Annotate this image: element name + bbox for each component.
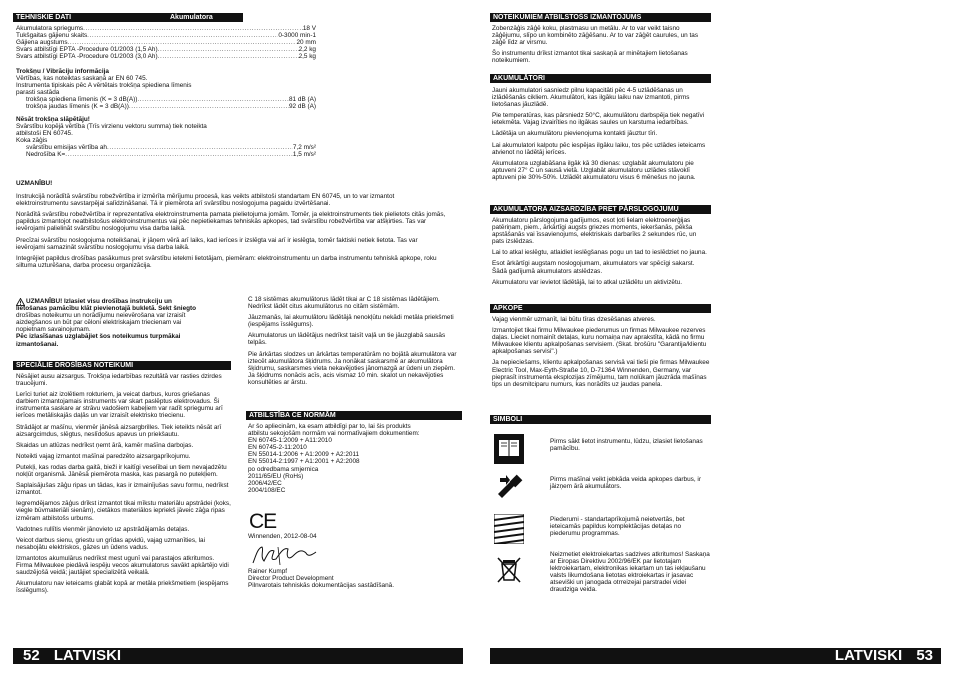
overload-title: AKUMULATORA AIZSARDZĪBA PRET PĀRSLOGOJUMU bbox=[493, 206, 679, 213]
page-number-left: 52 bbox=[23, 647, 40, 664]
battery-paragraph: Jauni akumulatori sasniedz pilnu kapacitāti pēc 4-5 uzlādēšanas un izlādēšanās cikliem. Akumulātori, kas ilgāku laiku nav izmantoti, pirms lietošanas jāuzlādē. bbox=[492, 87, 690, 109]
dot-leader bbox=[137, 96, 289, 103]
battery-paragraph: Pie temperatūras, kas pārsniedz 50°C, akumulātoru darbspēja tiek negatīvi ietekmēta. Vajag izvairīties no ilgākas saules un karstuma iedarbības. bbox=[492, 112, 705, 127]
warning-triangle-icon bbox=[16, 298, 25, 306]
symbol-row bbox=[490, 547, 710, 611]
warning-line: nopietnam savainojumam. bbox=[16, 326, 91, 334]
maintenance-section bbox=[492, 316, 710, 392]
overload-paragraph: Esot ārkārtīgi augstam noslogojumam, akumulators var spēcīgi sakarst. Šādā gadījumā akumulators atslēdzas. bbox=[492, 260, 695, 275]
noise-line: Instrumenta tipiskais pēc A vērtētais trokšņa spiediena līmenis bbox=[16, 82, 192, 90]
ce-line: EN 60745-2-11:2010 bbox=[248, 444, 307, 452]
symbol-text: Pirms sākt lietot instrumentu, lūdzu, izlasiet lietošanas pamācību. bbox=[550, 438, 703, 453]
safety-paragraph: Saplaisājušas zāģu ripas un tādas, kas ir izmainījušas savu formu, nedrīkst izmantot. bbox=[16, 482, 229, 497]
usage-paragraph: Zobenzāģis zāģē koku, plastmasu un metālu. Ar to var veikt taisno zāģējumu, slīpo un kombinēto zāģēšanu. Ar to var zāģēt caurules, un tas zāģē līdz ar virsmu. bbox=[492, 25, 699, 47]
battery-paragraph: Akumulatora uzglabāšana ilgāk kā 30 dienas: uzglabāt akumulatoru pie aptuveni 27° C un sausā vietā. Uzglabāt akumulatoru uzlādes stāvoklī aptuveni pie 30%-50%. Uzlādēt akumulatoru visus 6 mēnešus no jauna. bbox=[492, 159, 696, 181]
special-safety-header bbox=[13, 361, 231, 370]
ce-line: EN 55014-2:1997 + A1:2001 + A2:2008 bbox=[248, 458, 360, 466]
attention-paragraph: Norādītā svārstību robežvērtība ir reprezentatīva elektroinstrumenta pamata pielietojuma jomām. Tomēr, ja elektroinstruments tiek pielietots citās jomās, papildus izmantojot neatbilstošus elektroinstrumentus vai pēc nepietiekamas tehniskās apkopes, tad svārstību robežvērtība var atšķirties. Tas var ievērojami palielināt svārstību noslogojumu visa darba laikā. bbox=[16, 211, 446, 233]
dot-leader bbox=[65, 151, 293, 158]
symbols-title: SIMBOLI bbox=[493, 416, 523, 423]
maintenance-paragraph: Izmantojiet tikai firmu Milwaukee piederumus un firmas Milwaukee rezerves daļas. Lieciet nomainīt detaļas, kuru nomaiņa nav aprakstīta, kādā no firmu Milwaukee klientu apkalpošanas servisiem. (Skat. brošūru "Garantija/klientu apkalpošanas servisi".) bbox=[492, 327, 707, 356]
symbol-row bbox=[490, 430, 703, 470]
spec-label: Nedrošība K= bbox=[26, 151, 66, 159]
spec-row bbox=[16, 53, 316, 60]
maintenance-paragraph: Vajag vienmēr uzmanīt, lai būtu tīras dzesēšanas atveres. bbox=[492, 316, 656, 323]
safety-paragraph: Iegremdējamos zāģus drīkst izmantot tikai mīkstu materiālu apstrādei (koks, viegle būvmateriāli sienām), cietākos materiālos iepriekš jāveic zāģa ripas izmēram atbilstošs urbums. bbox=[16, 500, 231, 522]
maintenance-title: APKOPE bbox=[493, 305, 523, 312]
spec-row bbox=[16, 25, 316, 32]
noise-values bbox=[16, 96, 316, 110]
manual-icon bbox=[494, 434, 524, 464]
attention-paragraph: Precīzai svārstību noslogojuma noteikšanai, ir jāņem vērā arī laiks, kad ierīces ir izslēgta vai arī ir ieslēgta, tomēr faktiski netiek lietota. Tas var ievērojami samazināt svārstību noslogojumu visa darba laikā. bbox=[16, 236, 418, 251]
attention-paragraph: Instrukcijā norādītā svārstību robežvērtība ir izmērīta mērījumu procesā, kas veikts atbilstoši standartam EN 60745, un to var izmantot elektroinstrumentu savstarpējai salīdzināšanai. Tā ir piemērota arī svārstību noslogojuma pagaidu izvērtēšanai. bbox=[16, 193, 395, 208]
ce-line: 2011/65/EU (RoHs) bbox=[248, 472, 304, 480]
spec-label: svārstību emisijas vērtība ah bbox=[26, 143, 107, 151]
dot-leader bbox=[107, 144, 293, 151]
spec-row bbox=[16, 46, 316, 53]
accessory-icon bbox=[494, 514, 524, 544]
warning-line: izmantošanai. bbox=[16, 340, 59, 348]
noise-line: Vērtības, kas noteiktas saskaņā ar EN 60 745. bbox=[16, 75, 148, 83]
tech-data-subtitle: Akumulatora virzuļzāģis bbox=[170, 14, 213, 30]
battery-safety-paragraph: Jāuzmanās, lai akumulātoru lādētājā nenokļūtu nekādi metāla priekšmeti (iespējams īsslēgums). bbox=[248, 314, 454, 329]
noise-title: Trokšņu / Vibrāciju informācija bbox=[16, 68, 109, 75]
batteries-section bbox=[492, 87, 710, 185]
noise-line: parasti sastāda bbox=[16, 89, 60, 97]
safety-paragraph: Akumulatoru nav ieteicams glabāt kopā ar metāla priekšmetiem (iespējams īsslēgums). bbox=[16, 580, 229, 595]
signer-note: Pilnvarotais tehniskās dokumentācijas sastādīšanā. bbox=[248, 582, 394, 590]
spec-value: 18 V bbox=[302, 25, 316, 32]
warning-block bbox=[16, 298, 234, 348]
usage-header bbox=[490, 13, 711, 22]
battery-safety-paragraph: Pie ārkārtas slodzes un ārkārtas temperatūrām no bojātā akumulātora var iztecēt akumulātora šķidrums. Ja nonākat saskarsmē ar akumulātora šķidrumu, saskarsmes vieta nekavējoties jānomazgā ar ūdeni un ziepēm. Ja šķidrums nonācis acīs, acis vismaz 10 min. skalot un nekavējoties konsultēties ar ārstu. bbox=[248, 350, 457, 386]
usage-section bbox=[492, 25, 710, 68]
spec-row bbox=[16, 151, 316, 158]
battery-safety-paragraph: Akumulatorus un lādētājus nedrīkst taisīt vaļā un tie jāuzglabā sausās telpās. bbox=[248, 332, 446, 347]
spec-row bbox=[16, 39, 316, 46]
vibration-line: atbilstoši EN 60745. bbox=[16, 129, 73, 137]
vibration-values bbox=[16, 144, 316, 158]
safety-paragraph: Vadotnes rullītis vienmēr jānovieto uz apstrādājamās detaļas. bbox=[16, 525, 190, 533]
spec-label: Svars atbilstīgi EPTA -Procedure 01/2003 (3,0 Ah) bbox=[16, 53, 158, 61]
left-footer bbox=[13, 648, 463, 664]
safety-paragraph: Putekļi, kas rodas darba gaitā, bieži ir kaitīgi veselībai un tiem nevajadzētu nokļūt organismā. Jānēsā piemērota maska, kas pasargā no putekļiem. bbox=[16, 463, 227, 479]
battery-paragraph: Lādētāja un akumulātoru pievienojuma kontakti jāuztur tīri. bbox=[492, 130, 658, 138]
usage-title: NOTEIKUMIEM ATBILSTOŠS IZMANTOJUMS bbox=[493, 14, 642, 21]
ce-line: Ar šo apliecinām, ka esam atbildīgi par to, lai šis produkts bbox=[248, 423, 411, 430]
dot-leader bbox=[87, 32, 278, 39]
safety-paragraph: Noteikti vajag izmantot mašīnai paredzēto aizsargaprīkojumu. bbox=[16, 452, 191, 460]
battery-remove-icon bbox=[494, 472, 524, 502]
spec-row bbox=[16, 96, 316, 103]
warning-line: aizdegšanos un būt par cēloni elektriskajam triecienam vai bbox=[16, 319, 182, 327]
safety-paragraph: Izmantotos akumulārus nedrīkst mest ugunī vai parastajos atkritumos. Firma Milwaukee piedāvā iespēju vecos akumulatorus savākt apkārtējo vidi saudzējošā veidā; jautājiet specializētā veikalā. bbox=[16, 554, 229, 577]
spec-label: trokšņa spiediena līmenis (K = 3 dB(A)) bbox=[26, 96, 138, 104]
ce-line: po odredbama smjernica bbox=[248, 465, 319, 473]
dot-leader bbox=[158, 46, 299, 53]
batteries-header bbox=[490, 74, 711, 83]
maintenance-header bbox=[490, 304, 711, 313]
battery-paragraph: Lai akumulatori kalpotu pēc iespējas ilgāku laiku, tos pēc uzlādes ieteicams atvienot no lādētāj ierīces. bbox=[492, 141, 706, 156]
spec-value: 92 dB (A) bbox=[289, 103, 316, 111]
vibration-line: Koka zāģis bbox=[16, 136, 48, 144]
symbol-text: Piederumi - standartaprīkojumā neietvertās, bet ieteicamās papildus komplektācijas detaļas no piederumu programmas. bbox=[550, 516, 685, 538]
symbols-header bbox=[490, 415, 711, 424]
signer-name: Rainer Kumpf bbox=[248, 568, 288, 575]
warning-line: UZMANĪBU! Izlasiet visu drošības instrukciju un bbox=[26, 298, 172, 305]
overload-paragraph: Lai to atkal ieslēgtu, atlaidiet ieslēgšanas pogu un tad to ieslēdziet no jauna. bbox=[492, 249, 707, 257]
spec-table bbox=[16, 25, 316, 60]
symbol-text: Pirms mašīnai veikt jebkāda veida apkopes darbus, ir jāizņem ārā akumulātors. bbox=[550, 476, 701, 491]
symbol-text: Neizmetiet elektroiekartas sadzives atkritumos! Saskaņa ar Eiropas Direktivu 2002/96/EK par lietotajam lektroiekartam, elektronikas iekartam un tas iekļaušanu valsts likumdošana lietotas ektroiekartas ir jasavac atseviški un janogada otrreizejai parstradei videi draudziga veida. bbox=[550, 551, 710, 594]
signer-block bbox=[248, 568, 462, 589]
dot-leader bbox=[83, 25, 303, 32]
spec-row bbox=[16, 103, 316, 110]
symbol-row bbox=[490, 468, 701, 508]
declaration-date: Winnenden, 2012-08-04 bbox=[248, 533, 317, 540]
ce-title: ATBILSTĪBA CE NORMĀM bbox=[249, 412, 336, 419]
maintenance-paragraph: Ja nepieciešams, klientu apkalpošanas servisā vai tieši pie firmas Milwaukee Electric Tool, Max-Eyth-Straße 10, D-71364 Winnenden, Germany, var pieprasīt instrumenta eksplozijas zīmējumu, tam nolūkam jāuzrāda mašīnas tips un desmitciparu numurs, kas norādīts uz jaudas panela. bbox=[492, 359, 710, 388]
dot-leader bbox=[129, 103, 289, 110]
spec-label: Tukšgaitas gājienu skaits bbox=[16, 32, 88, 40]
ce-line: EN 60745-1:2009 + A11:2010 bbox=[248, 437, 332, 445]
overload-section bbox=[492, 217, 710, 290]
noise-section bbox=[16, 68, 316, 158]
warning-line: drošības noteikumu un norādījumu neievērošana var izraisīt bbox=[16, 312, 186, 320]
attention-paragraph: Integrējiet papildus drošības pasākumus pret svārstību ietekmi lietotājam, piemēram: elektroinstrumentu un darba instrumentu tehniskā apkope, roku siltuma uzturēšana, darba procesu organizācija. bbox=[16, 254, 437, 269]
right-footer bbox=[490, 648, 941, 664]
safety-paragraph: Veicot darbus sienu, griestu un grīdas apvidū, vajag uzmanīties, lai nesabojātu elektriskos, gāzes un ūdens vadus. bbox=[16, 536, 205, 551]
ear-protection-warning: Nēsāt trokšņa slāpētāju! bbox=[16, 115, 90, 123]
symbol-row bbox=[490, 508, 685, 548]
spec-value: 81 dB (A) bbox=[289, 96, 316, 104]
warning-line: Pēc izlasīšanas uzglabājiet šos noteikumus turpmākai bbox=[16, 333, 181, 341]
attention-title: UZMANĪBU! bbox=[16, 180, 53, 187]
batteries-title: AKUMULĀTORI bbox=[493, 75, 545, 82]
ce-line: 2006/42/EC bbox=[248, 479, 282, 487]
safety-paragraph: Lerīci turiet aiz izolētiem rokturiem, ja veicat darbus, kuros griešanas darbiem izmantojamais instruments var skart paslēptus elektrovadus. Ši instrumenta saskare ar strāvu vadošiem kabeļiem var radīt spriegumu arī ierīces metāliskajās daļās un var izraisīt elektrisko triecienu. bbox=[16, 391, 223, 420]
language-label-right: LATVISKI bbox=[834, 647, 903, 664]
ce-header bbox=[246, 411, 462, 420]
language-label-left: LATVISKI bbox=[53, 647, 122, 664]
spec-value: 0-3000 min-1 bbox=[278, 32, 316, 40]
ce-line: atbilstu sekojošām normām vai normatīvajiem dokumentiem: bbox=[248, 430, 420, 438]
spec-value: 2,2 kg bbox=[298, 46, 316, 54]
spec-label: Svars atbilstīgi EPTA -Procedure 01/2003 (1,5 Ah) bbox=[16, 46, 158, 54]
safety-paragraph: Skaidas un atlūzas nedrīkst ņemt ārā, kamēr mašīna darbojas. bbox=[16, 441, 194, 449]
spec-value: 1,5 m/s² bbox=[292, 151, 316, 159]
spec-label: trokšņa jaudas līmenis (K = 3 dB(A)) bbox=[26, 103, 129, 111]
spec-label: Akumulatora spriegums bbox=[16, 25, 84, 32]
safety-paragraph: Nēsājiet ausu aizsargus. Trokšņa iedarbības rezultātā var rasties dzirdes traucējumi. bbox=[16, 373, 222, 388]
ce-line: EN 55014-1:2006 + A1:2009 + A2:2011 bbox=[248, 451, 360, 459]
vibration-line: Svārstību kopējā vērtība (Trīs virzienu vektoru summa) tiek noteikta bbox=[16, 122, 207, 130]
spec-row bbox=[16, 144, 316, 151]
spec-value: 7,2 m/s² bbox=[292, 143, 316, 151]
spec-value: 2,5 kg bbox=[298, 53, 316, 61]
ce-declaration bbox=[248, 423, 462, 494]
signer-title: Director Product Development bbox=[248, 575, 334, 583]
ce-mark: CE bbox=[249, 510, 277, 533]
overload-paragraph: Akumulatoru var ievietot lādētājā, lai to atkal uzlādētu un aktivizētu. bbox=[492, 278, 683, 286]
special-safety-list bbox=[16, 373, 231, 598]
page-number-right: 53 bbox=[916, 647, 933, 664]
signature-image bbox=[250, 543, 320, 568]
attention-section bbox=[16, 180, 446, 273]
ce-line: 2004/108/EC bbox=[248, 486, 286, 494]
battery-safety-list bbox=[248, 296, 462, 390]
dot-leader bbox=[158, 53, 299, 60]
tech-data-title: TEHNISKIE DATI bbox=[16, 14, 72, 21]
overload-header bbox=[490, 205, 711, 214]
weee-bin-icon bbox=[494, 555, 524, 585]
safety-paragraph: Strādājot ar mašīnu, vienmēr jānēsā aizsargbrilles. Tiek ieteikts nēsāt arī aizsargcimdus, slēgtus, neslīdošus apavus un priekšautu. bbox=[16, 423, 222, 438]
special-safety-title: SPECIĀLIE DROŠĪBAS NOTEIKUMI bbox=[16, 362, 134, 369]
spec-row bbox=[16, 32, 316, 39]
usage-paragraph: Šo instrumentu drīkst izmantot tikai saskaņā ar minētajiem lietošanas noteikumiem. bbox=[492, 50, 688, 65]
spec-value: 20 mm bbox=[296, 39, 316, 47]
warning-line: lietošanas pamācību klāt pievienotajā bukletā. Sekt šniegto bbox=[16, 305, 197, 313]
overload-paragraph: Akumulatoru pārslogojuma gadījumos, esot ļoti lielam elektroenerģijas patēriņam, piem., ārkārtīgi augsts griezes moments, iekeršanās, pēkša apstāšanās vai īssavienojums, elektriskais darbarīks 2 sekundes rūc, un pats izslēdzas. bbox=[492, 217, 697, 246]
battery-safety-paragraph: C 18 sistēmas akumulātorus lādēt tikai ar C 18 sistēmas lādētājiem. Nedrīkst lādēt citus akumulātorus no citām sistēmām. bbox=[248, 296, 440, 311]
spec-label: Gājiena augstums bbox=[16, 39, 68, 47]
dot-leader bbox=[68, 39, 297, 46]
